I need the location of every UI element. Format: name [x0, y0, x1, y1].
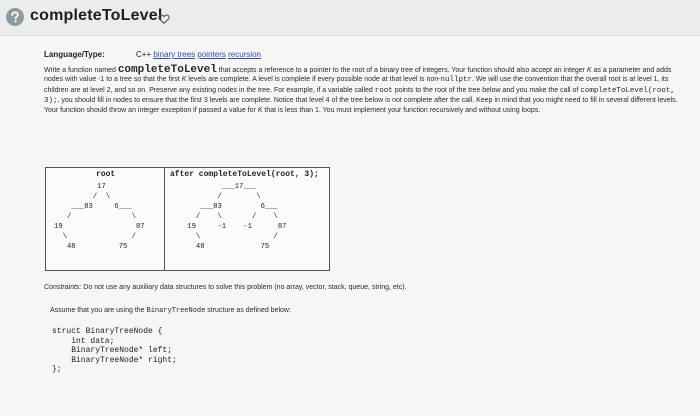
struct-code-block: [52, 327, 177, 375]
heart-icon[interactable]: [158, 12, 170, 24]
code-line: BinaryTreeNode* left;: [52, 346, 173, 356]
tag-binary-trees-link[interactable]: binary trees: [153, 50, 196, 59]
code-line: int data;: [52, 336, 115, 346]
language-type-label: Language/Type:: [44, 50, 105, 59]
code-line: struct BinaryTreeNode {: [52, 327, 163, 336]
language-value: C++: [136, 50, 152, 59]
before-header: root: [96, 170, 116, 179]
problem-description: Write a function named completeToLevel that accepts a reference to a pointer to the root of a binary tree of integers. Your function should also accept an integer K as a parameter and adds nodes with value -1 to a tree so that the first K levels are complete. A level is complete if every possible node at that level is non-nullptr. We will use the convention that the overall root is at level 1, its children are at level 2, and so on. Preserve any existing nodes in the tree. For example, if a variable called root points to the root of the tree below and you make the call of completeToLevel(root, 3);, you should fill in nodes to ensure that the first 3 levels are complete. Notice that level 4 of the tree below is not complete after the call. Keep in mind that you might need to fill in several different levels. Your function should throw an integer exception if passed a value for K that is less than 1. You must implement your function recursively and without using loops.: [44, 64, 678, 115]
after-tree: ___17___ / \ ___83 6___ / \ / \ 19 -1 -1 87 \ / 48 75: [187, 183, 287, 251]
tag-recursion-link[interactable]: recursion: [228, 50, 261, 59]
problem-meta: [44, 50, 261, 59]
tag-pointers-link[interactable]: pointers: [197, 50, 226, 59]
code-line: BinaryTreeNode* right;: [52, 355, 177, 365]
before-tree: 17 / \ ___83 6___ / \ 19 87 \ / 48 75: [54, 183, 145, 251]
example-tree-table: [45, 167, 330, 271]
problem-header: [0, 0, 700, 36]
constraints-text: Constraints: Do not use any auxiliary data structures to solve this problem (no array, vector, stack, queue, string, etc).: [44, 284, 407, 291]
page-title: completeToLevel: [30, 7, 163, 24]
function-name: completeToLevel: [117, 64, 217, 76]
table-divider: [164, 168, 165, 271]
assume-text: Assume that you are using the BinaryTreeNode structure as defined below:: [50, 307, 291, 315]
help-icon[interactable]: [6, 8, 24, 26]
after-header: after completeToLevel(root, 3);: [170, 170, 319, 179]
tag-list: [136, 50, 261, 59]
code-line: };: [52, 365, 62, 375]
